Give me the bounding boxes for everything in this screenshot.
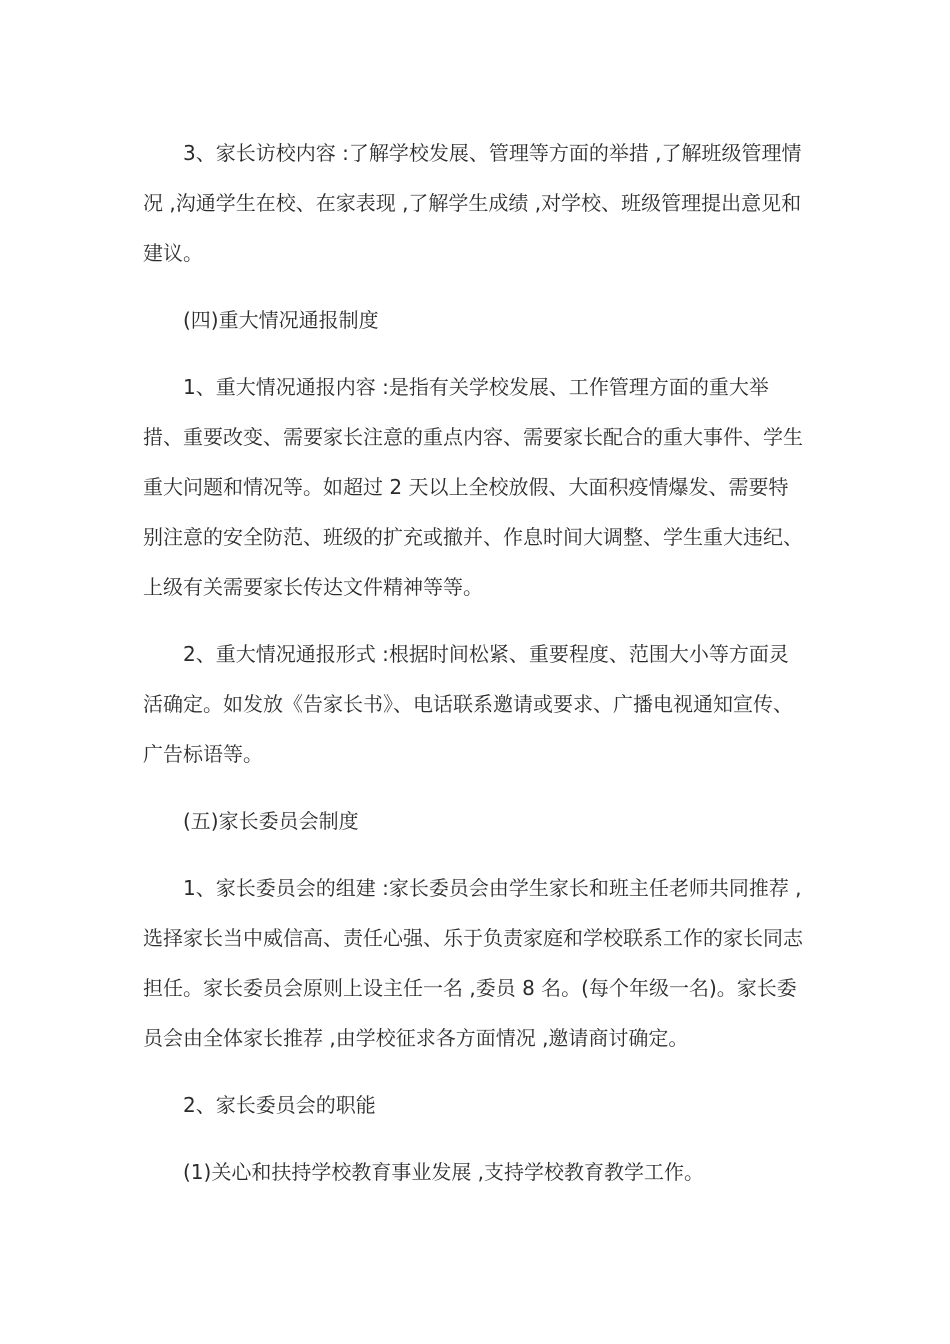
section-heading-parent-committee: (五)家长委员会制度 <box>183 809 359 833</box>
document-body <box>143 128 807 1197</box>
paragraph-committee-formation: 1、家长委员会的组建 :家长委员会由学生家长和班主任老师共同推荐 ,选择家长当中威信高、责任心强、乐于负责家庭和学校联系工作的家长同志担任。家长委员会原则上设主任一名 ,委员 8 名。(每个年级一名)。家长委员会由全体家长推荐 ,由学校征求各方面情况 ,邀请商讨确定。 <box>143 876 803 1050</box>
paragraph-notice-form: 2、重大情况通报形式 :根据时间松紧、重要程度、范围大小等方面灵活确定。如发放《告家长书》、电话联系邀请或要求、广播电视通知宣传、广告标语等。 <box>143 642 793 766</box>
section-heading-major-notice: (四)重大情况通报制度 <box>183 308 379 332</box>
paragraph-committee-functions: 2、家长委员会的职能 <box>183 1093 376 1117</box>
paragraph-function-1: (1)关心和扶持学校教育事业发展 ,支持学校教育教学工作。 <box>183 1160 705 1184</box>
paragraph-notice-content: 1、重大情况通报内容 :是指有关学校发展、工作管理方面的重大举措、重要改变、需要家长注意的重点内容、需要家长配合的重大事件、学生重大问题和情况等。如超过 2 天以上全校放假、大面积疫情爆发、需要特别注意的安全防范、班级的扩充或撤并、作息时间大调整、学生重大违纪、上级有关需要家长传达文件精神等等。 <box>143 375 803 599</box>
paragraph-visit-content: 3、家长访校内容 :了解学校发展、管理等方面的举措 ,了解班级管理情况 ,沟通学生在校、在家表现 ,了解学生成绩 ,对学校、班级管理提出意见和建议。 <box>143 141 802 265</box>
